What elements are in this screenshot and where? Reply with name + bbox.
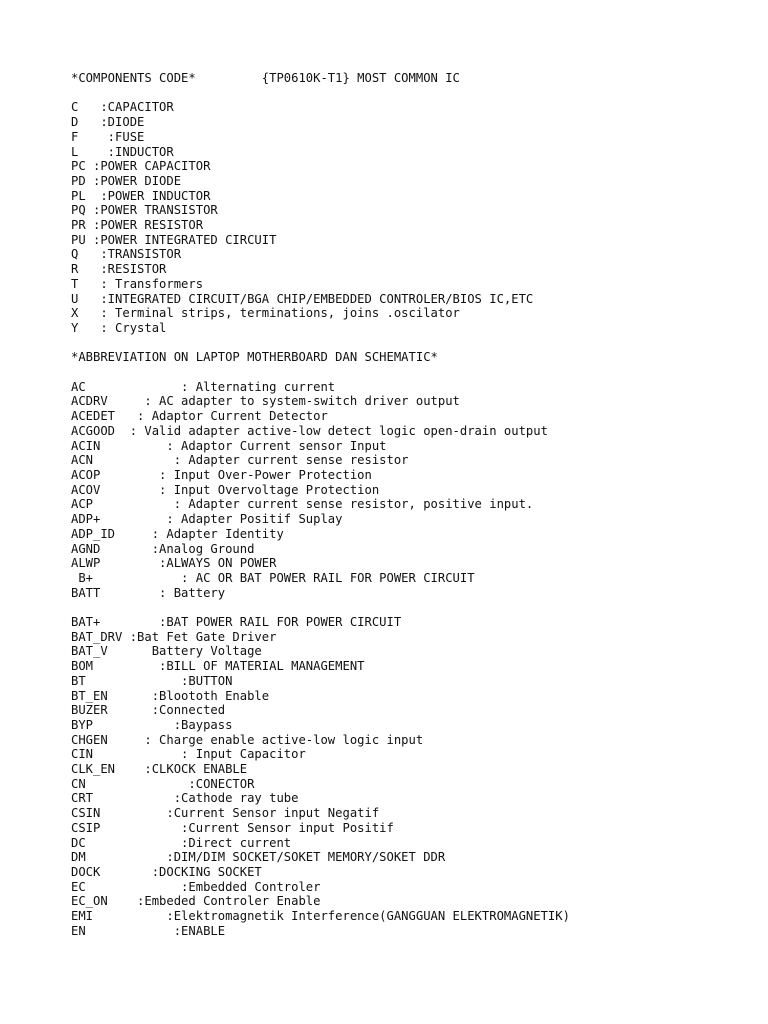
abbreviation-line: CN :CONECTOR [71, 776, 255, 791]
component-line: Q :TRANSISTOR [71, 247, 182, 262]
abbreviation-line: ACEDET : Adaptor Current Detector [71, 409, 328, 424]
component-line: Y : Crystal [71, 320, 167, 335]
abbreviation-line: BAT_DRV :Bat Fet Gate Driver [71, 629, 277, 644]
abbreviation-line: BYP :Baypass [71, 717, 233, 732]
abbreviation-line: BT :BUTTON [71, 673, 233, 688]
component-line: F :FUSE [71, 129, 145, 144]
component-line: PL :POWER INDUCTOR [71, 188, 211, 203]
abbreviation-line: ADP_ID : Adapter Identity [71, 526, 284, 541]
abbreviation-line: DOCK :DOCKING SOCKET [71, 864, 262, 879]
component-line: C :CAPACITOR [71, 100, 174, 115]
abbreviation-line: AC : Alternating current [71, 379, 336, 394]
component-line: U :INTEGRATED CIRCUIT/BGA CHIP/EMBEDDED CONTROLER/BIOS IC,ETC [71, 291, 534, 306]
component-line: X : Terminal strips, terminations, joins .oscilator [71, 306, 460, 321]
component-line: PD :POWER DIODE [71, 173, 182, 188]
abbreviation-line: EMI :Elektromagnetik Interference(GANGGUAN ELEKTROMAGNETIK) [71, 909, 570, 924]
component-line: PC :POWER CAPACITOR [71, 159, 211, 174]
document-page [71, 71, 761, 938]
abbreviation-line: ACOP : Input Over-Power Protection [71, 467, 372, 482]
component-line: R :RESISTOR [71, 262, 167, 277]
abbreviation-line: CRT :Cathode ray tube [71, 791, 299, 806]
abbreviation-line: EC :Embedded Controler [71, 879, 321, 894]
abbreviation-line: AGND :Analog Ground [71, 541, 255, 556]
abbreviation-line: CHGEN : Charge enable active-low logic input [71, 732, 424, 747]
abbreviation-line: DC :Direct current [71, 835, 292, 850]
abbreviation-line: CSIN :Current Sensor input Negatif [71, 806, 380, 821]
abbreviation-line: ADP+ : Adapter Positif Suplay [71, 512, 343, 527]
abbreviation-line: DM :DIM/DIM SOCKET/SOKET MEMORY/SOKET DDR [71, 850, 446, 865]
abbreviation-line: CIN : Input Capacitor [71, 747, 306, 762]
abbreviation-header: *ABBREVIATION ON LAPTOP MOTHERBOARD DAN SCHEMATIC* [71, 350, 438, 365]
component-line: L :INDUCTOR [71, 144, 174, 159]
abbreviation-line: BAT_V Battery Voltage [71, 644, 262, 659]
component-line: T : Transformers [71, 276, 204, 291]
component-line: PR :POWER RESISTOR [71, 218, 204, 233]
abbreviation-line: CSIP :Current Sensor input Positif [71, 820, 394, 835]
document-text [71, 71, 761, 938]
components-code-header: *COMPONENTS CODE* {TP0610K-T1} MOST COMMON IC [71, 71, 460, 85]
abbreviation-line: ACN : Adapter current sense resistor [71, 453, 409, 468]
abbreviation-line: BATT : Battery [71, 585, 226, 600]
component-line: D :DIODE [71, 115, 145, 130]
abbreviation-line: ALWP :ALWAYS ON POWER [71, 556, 277, 571]
abbreviation-line: ACDRV : AC adapter to system-switch driver output [71, 394, 460, 409]
component-line: PU :POWER INTEGRATED CIRCUIT [71, 232, 277, 247]
abbreviation-line: BOM :BILL OF MATERIAL MANAGEMENT [71, 659, 365, 674]
component-line: PQ :POWER TRANSISTOR [71, 203, 218, 218]
abbreviation-line: ACOV : Input Overvoltage Protection [71, 482, 380, 497]
abbreviation-line: CLK_EN :CLKOCK ENABLE [71, 762, 248, 777]
abbreviation-line: ACP : Adapter current sense resistor, positive input. [71, 497, 534, 512]
abbreviation-line: BAT+ :BAT POWER RAIL FOR POWER CIRCUIT [71, 615, 402, 630]
abbreviation-line: EC_ON :Embeded Controler Enable [71, 894, 321, 909]
abbreviation-line: BUZER :Connected [71, 703, 226, 718]
abbreviation-line: ACGOOD : Valid adapter active-low detect logic open-drain output [71, 423, 548, 438]
abbreviation-line: B+ : AC OR BAT POWER RAIL FOR POWER CIRCUIT [71, 570, 475, 585]
abbreviation-line: ACIN : Adaptor Current sensor Input [71, 438, 387, 453]
abbreviation-line: EN :ENABLE [71, 923, 226, 938]
abbreviation-line: BT_EN :Bloototh Enable [71, 688, 270, 703]
